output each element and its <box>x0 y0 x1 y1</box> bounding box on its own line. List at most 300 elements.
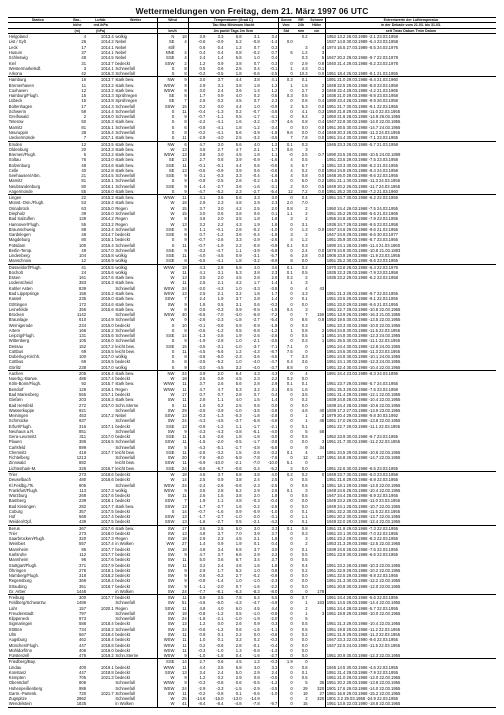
tmin-cell: -1.0 <box>252 578 260 584</box>
wind-speed-cell: 9 <box>184 338 187 344</box>
rain-cell: 0.0 <box>301 573 308 579</box>
dewpoint-cell: 2.4 <box>217 87 224 93</box>
extremes-cell: 1948 22.5 29.03.1968 -8.8 23.03.1958 <box>325 83 496 88</box>
wind-dir-cell: SSE <box>157 258 175 264</box>
extremes-cell: 1952 19.5 30.03.1968 -13.5 22.03.1955 <box>325 317 496 322</box>
pressure-cell: 1017.4 <box>100 541 114 547</box>
wind-speed-cell: 15 <box>182 210 187 216</box>
pressure-cell: 1014.9 <box>100 317 114 323</box>
tmax-cell: 5.2 <box>235 567 242 573</box>
rain-cell: 2.9 <box>301 60 308 66</box>
rain-cell: 0.2 <box>301 567 308 573</box>
extremes-cell: 1951 23.3 30.03.1968 -10.0 22.03.1955 <box>325 323 496 328</box>
wind-dir-cell: SSW <box>157 413 175 418</box>
dewpoint-cell: -4.5 <box>216 253 224 259</box>
tmax-cell: 2.6 <box>235 621 242 627</box>
wind-dir-cell: SW <box>157 568 175 573</box>
snow-cell: 40 <box>319 407 325 413</box>
altitude-cell: 128 <box>79 386 87 392</box>
altitude-cell: 2962 <box>76 696 87 702</box>
tmin-cell: -1.8 <box>252 434 260 440</box>
wind-speed-cell: 11 <box>182 664 187 670</box>
station-cell: Karlsruhe <box>8 551 27 557</box>
dewpoint-cell: 3.0 <box>217 152 224 158</box>
ground-temp-cell: -0.6 <box>270 631 278 637</box>
wind-dir-cell: S <box>157 114 175 119</box>
wind-dir-cell: SE <box>157 93 175 98</box>
dewpoint-cell: -2.0 <box>216 583 224 589</box>
tmin-cell: -3.2 <box>252 258 260 264</box>
ground-temp-cell: 0.1 <box>271 210 278 216</box>
altitude-cell: 851 <box>79 428 87 434</box>
rain-cell: 3 <box>305 280 308 286</box>
extremes-cell: 1949 23.2 29.03.1968 -11.0 23.03.1955 <box>325 498 496 503</box>
snow-cell: 0.0 <box>318 71 325 77</box>
tmin-cell: -2.3 <box>252 482 260 488</box>
rain-cell: 9.2 <box>301 114 308 120</box>
altitude-cell: 371 <box>79 562 87 568</box>
snow-cell: 35 <box>319 680 325 686</box>
sunshine-cell: 0.3 <box>279 77 294 83</box>
rain-cell: 0.0 <box>301 637 308 643</box>
pressure-cell: 1015.2 <box>100 290 114 296</box>
weather-cell: stark bew. <box>115 87 135 93</box>
weather-cell: wolkig <box>115 269 127 275</box>
ground-temp-cell: -3.2 <box>270 449 278 455</box>
altitude-cell: 320 <box>79 536 87 542</box>
station-cell: Straubing <box>8 583 27 589</box>
tmin-cell: 0.7 <box>253 44 260 50</box>
tmax-cell: 5.3 <box>235 269 242 275</box>
weather-cell: Schneefall <box>115 338 135 344</box>
wind-speed-cell: 18 <box>182 34 187 40</box>
snow-cell: 43 <box>319 285 325 291</box>
rain-cell: 5 <box>305 428 308 434</box>
wind-speed-cell: 9 <box>184 183 187 189</box>
altitude-cell: 38 <box>81 130 87 135</box>
dewpoint-cell: 0.9 <box>217 477 224 483</box>
temp-cell: -3.5 <box>188 408 206 413</box>
tmin-cell: -2.4 <box>252 465 260 471</box>
altitude-cell: 17 <box>81 44 87 50</box>
weather-cell: bedeckt <box>115 472 158 478</box>
wind-dir-cell: W <box>157 472 175 478</box>
temp-cell: 2.5 <box>188 477 206 482</box>
wind-dir-cell: SSW <box>157 504 175 509</box>
weather-cell: Nebel <box>115 39 127 45</box>
temp-cell: -2.2 <box>188 119 206 124</box>
sunshine-cell: 0 <box>279 680 294 685</box>
pressure-cell: 1014.2 <box>100 39 114 45</box>
rain-cell: 0.5 <box>301 269 308 275</box>
tmax-cell: -4.0 <box>234 312 242 318</box>
extremes-cell: 1951 23.9 30.03.1968 -6.6 22.03.1955 <box>325 552 496 557</box>
tmin-cell: 0.4 <box>253 65 260 71</box>
tmax-cell: 3.6 <box>235 183 242 189</box>
pressure-cell: 1017.2 <box>100 343 114 349</box>
station-cell: Neubrandenburg <box>8 183 41 189</box>
snow-cell: 0.3 <box>318 108 325 114</box>
sunshine-cell: 3 <box>279 216 294 221</box>
station-cell: Cuxhaven <box>8 87 28 93</box>
extremes-cell: 1950 21.8 28.03.1968 -14.9 26.03.1955 <box>325 114 496 119</box>
tmax-cell: 3.5 <box>235 216 242 222</box>
rain-cell: 0 <box>305 343 308 349</box>
station-cell: Fichtelberg <box>8 455 30 461</box>
wind-dir-cell: WSW <box>157 648 175 653</box>
pressure-cell: 1016.4 <box>87 370 115 376</box>
pressure-cell: 1016.7 <box>100 465 114 471</box>
altitude-cell: 50 <box>81 119 87 125</box>
wind-speed-cell: 11 <box>182 562 187 568</box>
wind-speed-cell: 17 <box>175 525 188 531</box>
dewpoint-cell: 2.1 <box>217 290 224 296</box>
sunshine-cell: 5.1 <box>279 460 294 465</box>
pressure-cell: 1013.2 <box>100 87 114 93</box>
altitude-cell: 462 <box>79 637 87 643</box>
altitude-cell: 734 <box>79 626 87 632</box>
col-sun-sub: Vorr. <box>279 23 294 28</box>
weather-cell: Regen <box>115 205 128 211</box>
tmax-cell: 0.1 <box>235 690 242 696</box>
pressure-cell: 1014.2 <box>100 216 114 222</box>
weather-cell: stark bew. <box>115 503 135 509</box>
station-cell: Stötten <box>8 626 23 632</box>
station-cell: Deuselbach <box>8 477 31 483</box>
tmax-cell: 5.8 <box>235 55 242 61</box>
weather-cell: Nebel <box>115 50 127 56</box>
wind-dir-cell: S <box>157 328 175 333</box>
wind-speed-cell: 18 <box>182 200 187 206</box>
weather-cell: Nebel <box>115 44 127 50</box>
extremes-cell: 1951 24.8 30.03.1968 -10.1 24.03.1955 <box>325 354 496 359</box>
tmax-cell: 7.8 <box>224 595 242 601</box>
col-extremes-sub: in der Dekade vom 21.03. bis 31.03. <box>325 23 496 28</box>
altitude-cell: 158 <box>79 290 87 296</box>
tmax-cell: 0.4 <box>235 653 242 659</box>
wind-speed-cell: 9 <box>184 428 187 434</box>
wind-dir-cell: S <box>157 403 175 408</box>
weather-cell: Schneefall <box>115 103 135 109</box>
wind-dir-cell: S <box>157 130 175 135</box>
station-cell: Bad Kissingen <box>8 503 36 509</box>
altitude-cell: 3 <box>83 65 87 71</box>
sunshine-cell: 0 <box>279 338 294 343</box>
ground-temp-cell: 2.6 <box>271 487 278 493</box>
rain-cell: 5.7 <box>301 162 308 168</box>
sunshine-cell: 0 <box>279 248 294 253</box>
dewpoint-cell: -10.0 <box>213 460 224 466</box>
col-wind: Wind <box>157 18 188 23</box>
temp-cell: 3.6 <box>188 216 206 221</box>
dewpoint-cell: 1.1 <box>217 397 224 403</box>
tmin-cell: -4.0 <box>252 359 260 365</box>
ground-temp-cell: 0.8 <box>271 567 278 573</box>
snow-cell: 0.0 <box>318 188 325 194</box>
pressure-cell: 1014.3 <box>100 103 114 109</box>
rain-cell: 0.5 <box>301 621 308 627</box>
wind-dir-cell: SW <box>157 563 175 568</box>
tmin-cell: 2.1 <box>253 536 260 542</box>
altitude-cell: 22 <box>68 195 87 201</box>
weather-cell: stark bew. <box>115 525 158 531</box>
dewpoint-cell: -3.2 <box>216 449 224 455</box>
altitude-cell: 282 <box>79 503 87 509</box>
wind-dir-cell: SSE <box>157 227 175 232</box>
sunshine-cell: 0 <box>279 627 294 632</box>
weather-cell: Schneefall <box>115 285 135 291</box>
tmax-cell: 0.5 <box>235 327 242 333</box>
temp-cell: -0.7 <box>188 114 206 119</box>
tmax-cell: 2.7 <box>235 573 242 579</box>
weather-cell: bedeckt <box>115 376 130 382</box>
ground-temp-cell: 3.7 <box>271 530 278 536</box>
tmax-cell: 1.6 <box>235 119 242 125</box>
tmin-cell: 4.0 <box>253 664 260 670</box>
station-cell: Ueckermünde <box>8 135 35 141</box>
sunshine-cell: 0 <box>279 312 294 317</box>
station-cell: Augsburg <box>8 637 27 643</box>
rain-cell: 4.3 <box>301 65 308 71</box>
sunshine-cell: 0 <box>279 434 294 439</box>
weather-cell: Schneefall <box>115 685 135 691</box>
weather-cell: bedeckt <box>115 232 130 238</box>
pressure-cell: 1018.1 <box>100 498 114 504</box>
temp-cell: 0.2 <box>188 104 206 109</box>
sunshine-cell: 0 <box>279 670 294 675</box>
wind-dir-cell: SW <box>157 408 175 413</box>
wind-dir-cell: S <box>157 189 175 195</box>
dewpoint-cell: 0.1 <box>217 637 224 643</box>
temp-cell: -6.6 <box>188 466 206 472</box>
altitude-cell: 797 <box>79 610 87 616</box>
station-cell: Lindenberg <box>8 253 30 259</box>
wind-speed-cell: 11 <box>182 381 187 387</box>
weather-cell: stark bew. <box>115 275 135 281</box>
temp-cell: 1.1 <box>188 227 206 232</box>
wind-dir-cell: NNE <box>157 50 175 55</box>
altitude-cell: 39 <box>81 210 87 216</box>
station-cell: Frankfurt/Flugh. <box>8 487 39 493</box>
wind-speed-cell: 9 <box>184 247 187 253</box>
wind-dir-cell: SSE <box>157 248 175 253</box>
extremes-cell: 1951 16.8 29.03.1968 -15.2 22.03.1955 <box>325 691 496 696</box>
altitude-cell: 486 <box>79 376 87 382</box>
sunshine-cell: 0 <box>279 595 294 601</box>
altitude-cell: 17 <box>81 103 87 109</box>
rain-cell: 0.4 <box>301 562 308 568</box>
ground-temp-cell: -3.8 <box>270 108 278 114</box>
tmin-cell: -3.2 <box>252 119 260 125</box>
rain-cell: 0.5 <box>301 493 308 499</box>
tmin-cell: 0.6 <box>253 301 260 307</box>
altitude-cell: 1446 <box>76 588 87 594</box>
station-cell: Lahr <box>8 605 18 611</box>
extremes-cell: 1946 23.3 28.03.1968 -5.7 21.03.1958 <box>325 141 496 147</box>
weather-cell: bedeckt <box>115 637 130 643</box>
dewpoint-cell: 3.5 <box>206 595 224 601</box>
station-cell: Kempten <box>8 675 26 681</box>
dewpoint-cell: -1.0 <box>216 647 224 653</box>
rain-cell: 0 <box>305 348 308 354</box>
sunshine-cell: 0.1 <box>279 450 294 455</box>
dewpoint-cell: 0.6 <box>206 659 224 665</box>
tmax-cell: 2.2 <box>235 631 242 637</box>
wind-dir-cell: SE <box>157 168 175 173</box>
tmax-cell: -3.8 <box>234 428 242 434</box>
ground-temp-cell: -4.1 <box>270 114 278 120</box>
snow-cell: 0.4 <box>318 130 325 135</box>
dewpoint-cell: -15.0 <box>213 696 224 702</box>
ground-temp-cell: -0.3 <box>270 637 278 643</box>
snow-cell: 0.2 <box>318 178 325 184</box>
ground-temp-cell: -5.4 <box>270 317 278 323</box>
station-cell: Gardelegen <box>8 232 31 238</box>
wind-speed-cell: 4 <box>184 39 187 45</box>
station-cell: Schwerin <box>8 108 27 114</box>
tmin-cell: -0.6 <box>252 690 260 696</box>
temp-cell: 4.7 <box>188 387 206 392</box>
station-cell: Görlitz <box>8 364 21 370</box>
wind-speed-cell: 11 <box>182 386 187 392</box>
sunshine-cell: 12 <box>279 189 294 195</box>
rain-cell: 0.3 <box>301 338 308 344</box>
dewpoint-cell: -4.5 <box>216 418 224 424</box>
tmax-cell: 0.6 <box>235 680 242 686</box>
station-cell: Trier <box>8 472 68 478</box>
tmax-cell: 1.8 <box>235 124 242 130</box>
tmin-cell: -5.8 <box>252 418 260 424</box>
dewpoint-cell: 0.4 <box>217 44 224 50</box>
tmin-cell: 2.8 <box>253 381 260 387</box>
snow-cell: 1 <box>321 482 325 488</box>
wind-speed-cell: 13 <box>182 157 187 163</box>
wind-dir-cell: SSW <box>157 670 175 675</box>
sunshine-cell: 0.2 <box>279 275 294 280</box>
dewpoint-cell: -0.6 <box>216 642 224 648</box>
station-cell: Münst.-Osn./Flugh. <box>8 200 45 206</box>
tmax-cell: 5.3 <box>235 386 242 392</box>
sunshine-cell: 0 <box>279 573 294 578</box>
col-rain: RR <box>294 18 309 23</box>
wind-speed-cell: 11 <box>182 108 187 114</box>
temp-cell: -6.5 <box>188 258 206 264</box>
wind-speed-cell: 13 <box>182 275 187 281</box>
extremes-cell: 1951 22.9 29.03.1968 -10.2 22.03.1955 <box>325 568 496 573</box>
tmin-cell: -2.1 <box>252 519 260 525</box>
dewpoint-cell: 1.9 <box>217 296 224 302</box>
altitude-cell: 555 <box>79 392 87 398</box>
sunshine-cell: 1 <box>279 66 294 71</box>
tmin-cell: -3.7 <box>252 343 260 349</box>
pressure-cell: 1014.6 <box>100 301 114 307</box>
tmin-cell: -0.7 <box>252 108 260 114</box>
station-cell: Westermarkelsdf. <box>8 65 42 71</box>
sunshine-cell: 0 <box>279 643 294 648</box>
altitude-cell: 1213 <box>76 455 87 461</box>
extremes-cell: 1951 22.5 29.03.1968 -9.8 22.03.1955 <box>325 573 496 578</box>
station-cell: Regensburg <box>8 578 32 584</box>
weather-cell: Schneefall <box>115 242 135 248</box>
weather-cell: leicht bew. <box>115 343 135 349</box>
altitude-cell: 357 <box>79 508 87 514</box>
extremes-cell: 1951 24.4 30.03.1968 -12.8 24.03.1955 <box>325 344 496 349</box>
rain-cell: 0.3 <box>301 242 308 248</box>
ground-temp-cell: 3.1 <box>271 386 278 392</box>
station-cell: Cottbus <box>8 359 24 365</box>
extremes-cell: 1951 23.5 29.03.1968 -9.1 22.03.1955 <box>325 296 496 301</box>
rain-cell: 0 <box>305 364 308 370</box>
ground-temp-cell: -8.9 <box>270 258 278 264</box>
temp-cell: 1.0 <box>188 637 206 642</box>
tmin-cell: 1.0 <box>253 103 260 109</box>
rain-cell: 0.2 <box>301 631 308 637</box>
wind-dir-cell: SSE <box>157 424 175 429</box>
col-sun: Sonne <box>279 18 294 23</box>
altitude-cell: 31 <box>81 60 87 66</box>
tmin-cell: -2.9 <box>252 685 260 691</box>
pressure-cell: 1015.4 <box>100 200 114 206</box>
col-extremes: Extremwerte der Lufttemperatur <box>325 18 496 23</box>
wind-speed-cell: 13 <box>182 669 187 675</box>
altitude-cell: 100 <box>79 354 87 360</box>
station-cell: Coburg <box>8 508 23 514</box>
pressure-cell: 1015.0 <box>100 322 114 328</box>
tmax-cell: 3.9 <box>235 157 242 163</box>
ground-temp-cell: -0.9 <box>270 573 278 579</box>
snow-cell: 48 <box>319 418 325 424</box>
altitude-cell: 1486 <box>76 600 87 606</box>
weather-cell: bedeckt <box>115 322 130 328</box>
station-cell: Boltenhagen <box>8 103 33 109</box>
wind-dir-cell: W <box>157 307 175 312</box>
tmin-cell: -1.7 <box>252 114 260 120</box>
wind-speed-cell: 18 <box>182 376 187 382</box>
extremes-cell: 1951 24.4 28.03.1968 -5.7 22.03.1955 <box>325 606 496 611</box>
pressure-cell: 1017.6 <box>100 493 114 499</box>
wind-speed-cell: 8 <box>184 87 187 93</box>
weather-cell: stark bew. <box>115 167 135 173</box>
wind-speed-cell: 11 <box>182 402 187 408</box>
altitude-cell: 1142 <box>77 312 87 318</box>
dewpoint-cell: 0.6 <box>217 65 224 71</box>
dewpoint-cell: -2.7 <box>216 183 224 189</box>
altitude-cell: 81 <box>81 124 87 130</box>
sunshine-cell: 0 <box>279 632 294 637</box>
temp-cell: -0.1 <box>188 163 206 168</box>
altitude-cell: 311 <box>79 434 87 440</box>
station-cell: Celle <box>8 167 19 173</box>
extremes-cell: 1955 24.8 28.03.1968 -7.9 23.03.1955 <box>325 216 496 221</box>
tmax-cell: 3.8 <box>235 210 242 216</box>
wind-speed-cell: 11 <box>182 348 187 354</box>
tmin-cell: -0.9 <box>252 508 260 514</box>
ground-temp-cell: 1.7 <box>271 290 278 296</box>
wind-speed-cell: 8 <box>184 258 187 264</box>
col-pressure-sub: red./hPa <box>87 23 115 28</box>
dewpoint-cell: 3.7 <box>217 551 224 557</box>
station-cell: Bendorf <box>8 386 24 392</box>
ground-temp-cell: -3.5 <box>270 135 278 141</box>
sunshine-cell: 0 <box>279 557 294 562</box>
extremes-cell: 1939 24.6 28.03.1968 -7.6 22.03.1955 <box>325 547 496 552</box>
sunshine-cell: 0 <box>279 665 294 670</box>
pressure-cell: 1013.7 <box>87 77 115 83</box>
temp-cell: -6.5 <box>188 312 206 317</box>
wind-dir-cell: SW <box>157 589 175 595</box>
station-cell: Hannover/Flugh. <box>8 221 40 227</box>
pressure-cell: 1014.1 <box>100 50 114 56</box>
